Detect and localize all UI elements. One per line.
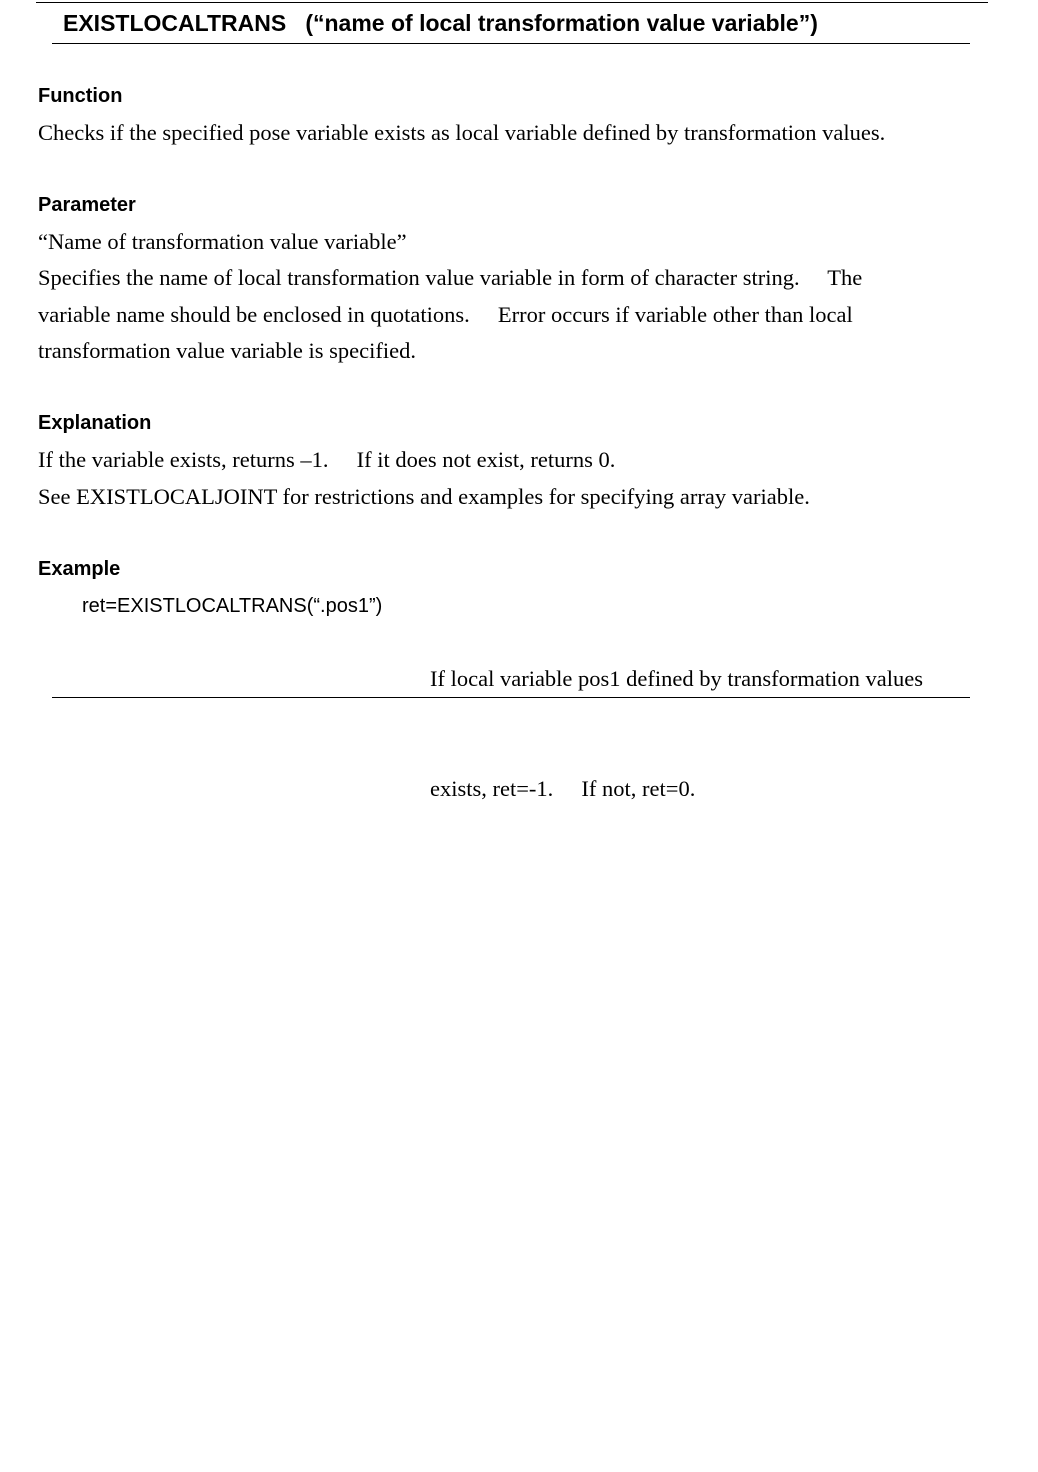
parameter-description-line: transformation value variable is specified. [38, 338, 416, 363]
title-divider [52, 43, 970, 44]
explanation-line: See EXISTLOCALJOINT for restrictions and examples for specifying array variable. [38, 484, 810, 509]
top-divider [36, 2, 988, 3]
parameter-description-line: variable name should be enclosed in quotations. Error occurs if variable other than local [38, 302, 853, 327]
function-heading: Function [38, 85, 123, 107]
bottom-divider [52, 697, 970, 698]
parameter-description-line: Specifies the name of local transformation value variable in form of character string. The [38, 265, 863, 290]
parameter-name: “Name of transformation value variable” [38, 229, 407, 254]
example-heading: Example [38, 558, 121, 580]
explanation-heading: Explanation [38, 412, 152, 434]
example-description-line: exists, ret=-1. If not, ret=0. [430, 775, 696, 801]
example-description-line: If local variable pos1 defined by transformation values [430, 666, 923, 691]
example-description [430, 588, 923, 844]
page-title: EXISTLOCALTRANS (“name of local transformation value variable”) [63, 10, 818, 36]
explanation-line: If the variable exists, returns –1. If it does not exist, returns 0. [38, 447, 616, 472]
function-text: Checks if the specified pose variable exists as local variable defined by transformation values. [38, 120, 886, 145]
parameter-heading: Parameter [38, 194, 136, 216]
example-code: ret=EXISTLOCALTRANS(“.pos1”) [82, 595, 383, 617]
